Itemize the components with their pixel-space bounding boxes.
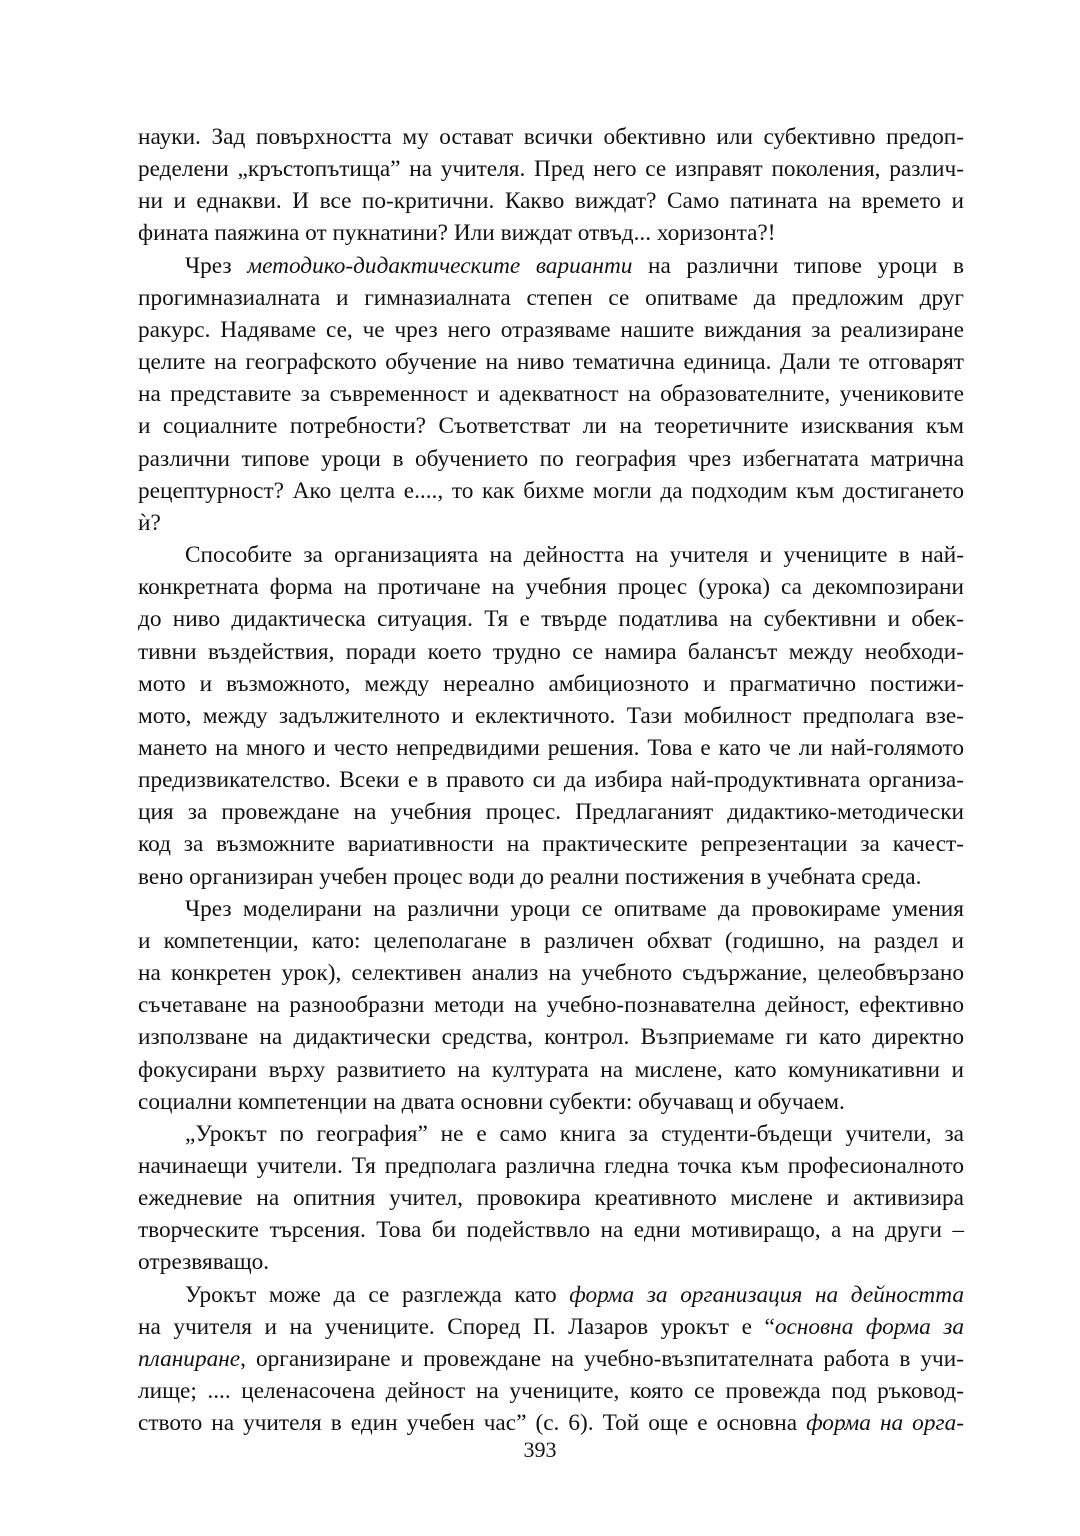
text-line: ежедневие на опитния учител, провокира креативното мислене и активизира	[138, 1185, 964, 1212]
text-line: код за възможните вариативности на практическите репрезентации за качест-	[138, 831, 964, 858]
text-run: ството на учителя в един учебен час” (с. 6). Той още е основна	[138, 1410, 807, 1437]
text-line: използване на дидактически средства, контрол. Възприемаме ги като директно	[138, 1024, 964, 1051]
text-line	[138, 1343, 964, 1375]
text-line: мото и възможното, между нереално амбициозното и прагматично постижи-	[138, 670, 964, 697]
emphasis-run: планиране	[138, 1345, 241, 1372]
text-line: Способите за организацията на дейността на учителя и учениците в най-	[185, 542, 964, 569]
text-line: „Урокът по география” не е само книга за студенти-бъдещи учители, за	[185, 1120, 964, 1147]
text-line: до ниво дидактическа ситуация. Тя е твърде податлива на субективни и обек-	[138, 606, 964, 633]
emphasis-run: методико-дидактическите варианти	[247, 252, 633, 279]
text-run: Чрез	[185, 252, 248, 279]
text-line: и компетенции, като: целеполагане в различен обхват (годишно, на раздел и	[138, 927, 964, 954]
text-line: лище; .... целенасочена дейност на учениците, която се провежда под ръковод-	[138, 1378, 964, 1405]
emphasis-run: основна форма за	[774, 1313, 964, 1340]
paragraph-3	[138, 539, 964, 893]
text-line: творческите търсения. Това би подействвло на едни мотивиращо, а на други –	[138, 1217, 964, 1244]
text-run: , организиране и провеждане на учебно-възпитателната работа в учи-	[240, 1345, 964, 1372]
text-line	[138, 250, 964, 282]
text-line: фокусирани върху развитието на културата на мислене, като комуникативни и	[138, 1056, 964, 1083]
text-line: отрезвяващо.	[138, 1249, 270, 1276]
text-line	[138, 1311, 964, 1343]
text-line: прогимназиалната и гимназиалната степен се опитваме да предложим друг	[138, 284, 964, 311]
text-line: конкретната форма на протичане на учебния процес (урока) са декомпозирани	[138, 574, 964, 601]
text-line: начинаещи учители. Тя предполага различна гледна точка към професионалното	[138, 1153, 964, 1179]
text-line: предизвикателство. Всеки е в правото си да избира най-продуктивната организа-	[138, 767, 964, 794]
text-line: ѝ?	[138, 509, 161, 536]
text-line: ция за провеждане на учебния процес. Предлаганият дидактико-методически	[138, 799, 964, 826]
text-line	[138, 1407, 964, 1439]
text-line: различни типове уроци в обучението по география чрез избегнатата матрична	[138, 445, 964, 472]
paragraph-2	[138, 250, 964, 539]
text-line: науки. Зад повърхността му остават всички обективно или субективно предоп-	[138, 124, 964, 150]
text-line: ни и еднакви. И все по-критични. Какво виждат? Само патината на времето и	[138, 188, 964, 215]
text-line: социални компетенции на двата основни субекти: обучаващ и обучаем.	[138, 1088, 845, 1115]
text-line: мането на много и често непредвидими решения. Това е като че ли най-голямото	[138, 734, 964, 761]
emphasis-run: форма на орга-	[806, 1410, 964, 1437]
text-line: мото, между задължителното и еклектичното. Тази мобилност предполага взе-	[138, 702, 964, 729]
text-run: на учителя и на учениците. Според П. Лазаров урокът е “	[138, 1313, 775, 1340]
page-number: 393	[523, 1437, 557, 1462]
text-line: Чрез моделирани на различни уроци се опитваме да провокираме умения	[185, 895, 964, 922]
paragraph-1	[138, 121, 964, 250]
text-line: целите на географското обучение на ниво тематична единица. Дали те отговарят	[138, 349, 964, 376]
body-text	[138, 121, 964, 1439]
paragraph-4	[138, 893, 964, 1118]
text-line: на конкретен урок), селективен анализ на учебното съдържание, целеобвързано	[138, 960, 964, 987]
text-line: ракурс. Надяваме се, че чрез него отразяваме нашите виждания за реализиране	[138, 316, 964, 343]
emphasis-run: форма за организация на дейността	[569, 1281, 964, 1308]
text-line: на представите за съвременност и адекватност на образователните, учениковите	[138, 381, 964, 408]
text-line: и социалните потребности? Съответстват ли на теоретичните изисквания към	[138, 413, 964, 440]
text-line: вено организиран учебен процес води до реални постижения в учебната среда.	[138, 863, 922, 890]
text-line: съчетаване на разнообразни методи на учебно-познавателна дейност, ефективно	[138, 992, 964, 1019]
text-run: на различни типове уроци в	[632, 252, 964, 279]
paragraph-6	[138, 1279, 964, 1440]
text-line: фината паяжина от пукнатини? Или виждат отвъд... хоризонта?!	[138, 220, 776, 247]
text-line	[138, 1279, 964, 1311]
text-run: Урокът може да се разглежда като	[185, 1281, 570, 1308]
text-line: тивни въздействия, поради което трудно се намира балансът между необходи-	[138, 638, 964, 665]
text-line: рецептурност? Ако целта е...., то как бихме могли да подходим към достигането	[138, 477, 964, 504]
paragraph-5	[138, 1118, 964, 1279]
text-line: ределени „кръстопътища” на учителя. Пред него се изправят поколения, различ-	[138, 156, 964, 183]
